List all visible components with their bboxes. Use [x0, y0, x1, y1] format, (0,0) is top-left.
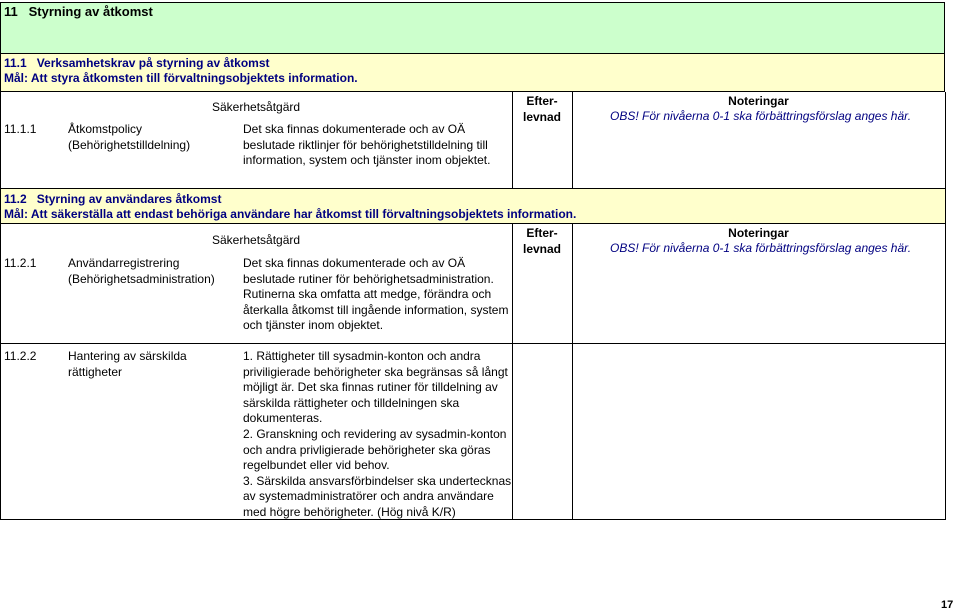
- requirement-measure: Det ska finnas dokumenterade och av OÄ beslutade riktlinjer för behörighetstilldelning till information, system och tjänster inom objektet.: [243, 122, 491, 167]
- requirement-id: 11.2.1: [4, 256, 37, 270]
- column-divider: [512, 344, 513, 520]
- column-divider: [572, 344, 573, 520]
- section-title: Verksamhetskrav på styrning av åtkomst: [36, 56, 270, 70]
- notes-hint: OBS! För nivåerna 0-1 ska förbättringsförslag anges här.: [610, 109, 912, 123]
- chapter-title-line: [4, 4, 153, 20]
- compliance-header: Efter- levnad: [522, 94, 561, 124]
- column-divider: [0, 224, 1, 344]
- requirement-id: 11.2.2: [4, 349, 37, 363]
- section-title-line: [4, 56, 270, 72]
- column-divider: [945, 344, 946, 520]
- requirement-measure: 1. Rättigheter till sysadmin-konton och andra priviligierade behörigheter ska begränsas så långt möjligt är. Det ska finnas rutiner för tilldelning av särskilda rättigheter och tilldelningen ska dokumenteras. 2. Granskning och revidering av sysadmin-konton och andra privligierade behörigheter ska göras regelbundet eller vid behov. 3. Särskilda ansvarsförbindelser ska undertecknas av systemadministratörer och andra användare med högre behörigheter. (Hög nivå K/R): [243, 349, 512, 519]
- measure-header: Säkerhetsåtgärd: [212, 100, 301, 114]
- notes-header: Noteringar: [728, 94, 789, 108]
- requirement-name: Användarregistrering (Behörighetsadministration): [68, 256, 215, 286]
- column-divider: [945, 224, 946, 344]
- section-title-line: [4, 192, 221, 208]
- measure-header: Säkerhetsåtgärd: [212, 233, 301, 247]
- page-number: 17: [941, 599, 954, 611]
- requirement-name: Åtkomstpolicy (Behörighetstilldelning): [68, 122, 191, 152]
- section-goal: Mål: Att säkerställa att endast behöriga användare har åtkomst till förvaltningsobjektets information.: [4, 207, 577, 221]
- row-divider: [0, 92, 1, 189]
- section-number: 11.1: [4, 56, 27, 70]
- section-number: 11.2: [4, 192, 27, 206]
- column-divider: [572, 224, 573, 344]
- column-divider: [0, 344, 1, 520]
- requirement-name: Hantering av särskilda rättigheter: [68, 349, 187, 379]
- requirement-measure: Det ska finnas dokumenterade och av OÄ beslutade rutiner för behörighetsadministration. Rutinerna ska omfatta att medge, förändra och återkalla åtkomst till ingående information, system och tjänster inom objektet.: [243, 256, 509, 332]
- compliance-header: Efter- levnad: [522, 226, 561, 256]
- requirement-id: 11.1.1: [4, 122, 37, 136]
- section-goal: Mål: Att styra åtkomsten till förvaltningsobjektets information.: [4, 71, 358, 85]
- row-divider: [945, 92, 946, 189]
- chapter-number: 11: [4, 4, 18, 19]
- row-divider: [0, 343, 946, 344]
- notes-header: Noteringar: [728, 226, 789, 240]
- section-title: Styrning av användares åtkomst: [36, 192, 222, 206]
- notes-hint: OBS! För nivåerna 0-1 ska förbättringsförslag anges här.: [610, 241, 912, 255]
- chapter-title: Styrning av åtkomst: [28, 4, 153, 19]
